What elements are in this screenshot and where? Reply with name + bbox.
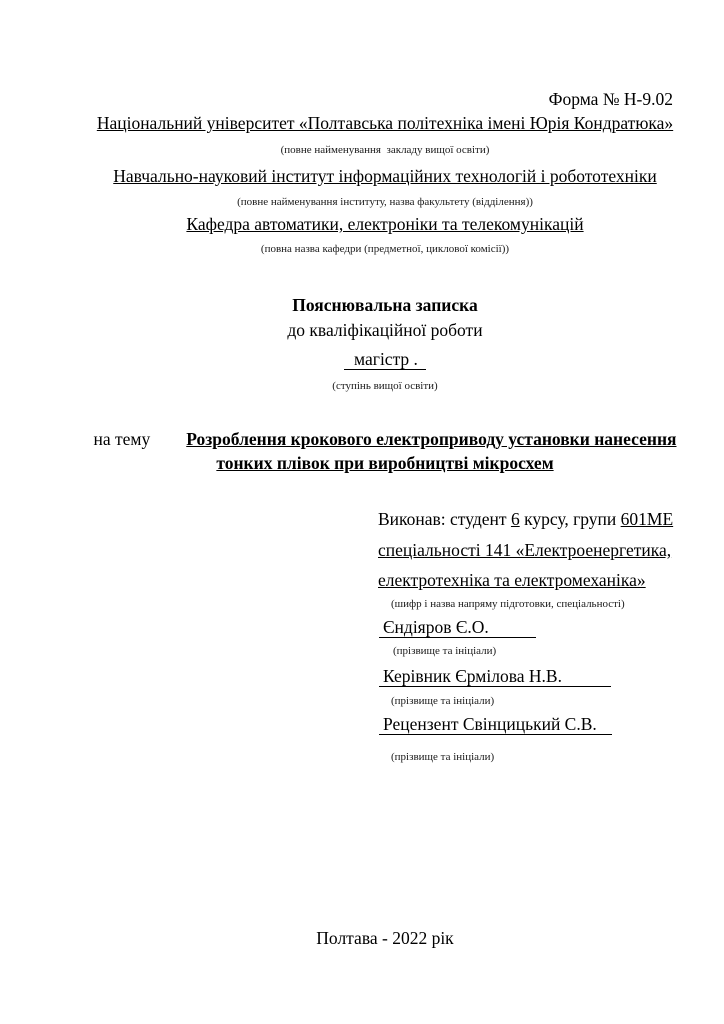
executor-mid: курсу, групи bbox=[519, 509, 621, 529]
city-year: Полтава - 2022 рік bbox=[316, 928, 454, 948]
institute-name: Навчально-науковий інститут інформаційних технологій і робототехніки bbox=[113, 166, 657, 186]
executor-prefix: Виконав: студент bbox=[378, 509, 511, 529]
institute-caption: (повне найменування інституту, назва факультету (відділення)) bbox=[237, 196, 533, 208]
supervisor-caption: (прізвище та ініціали) bbox=[391, 695, 495, 707]
reviewer-name: Рецензент Свінцицький С.В. bbox=[379, 714, 612, 735]
form-number: Форма № Н-9.02 bbox=[548, 89, 673, 109]
student-name: Єндіяров Є.О. bbox=[379, 617, 536, 638]
department-caption: (повна назва кафедри (предметної, циклової комісії)) bbox=[260, 243, 510, 255]
specialty-line-2: електротехніка та електромеханіка» bbox=[378, 570, 646, 590]
theme-label: на тему bbox=[93, 429, 151, 449]
degree-line bbox=[85, 349, 685, 370]
university-name: Національний університет «Полтавська політехніка імені Юрія Кондратюка» bbox=[96, 113, 674, 133]
student-name-line bbox=[379, 617, 536, 638]
student-caption: (прізвище та ініціали) bbox=[393, 645, 497, 657]
department-name: Кафедра автоматики, електроніки та телекомунікацій bbox=[186, 214, 584, 234]
theme-paragraph bbox=[85, 428, 685, 475]
supervisor-name-line bbox=[379, 666, 611, 687]
executor-line bbox=[378, 509, 673, 529]
theme-title-line1: Розроблення крокового електроприводу установки нанесення bbox=[186, 429, 677, 449]
degree-caption: (ступінь вищої освіти) bbox=[332, 380, 438, 392]
reviewer-name-line bbox=[379, 714, 612, 735]
university-caption: (повне найменування закладу вищої освіти) bbox=[280, 144, 490, 156]
document-title: Пояснювальна записка bbox=[292, 295, 478, 315]
course-number: 6 bbox=[510, 509, 520, 529]
specialty-caption: (шифр і назва напряму підготовки, спеціальності) bbox=[391, 598, 625, 610]
reviewer-caption: (прізвище та ініціали) bbox=[391, 751, 495, 763]
supervisor-name: Керівник Єрмілова Н.В. bbox=[379, 666, 611, 687]
degree-value: магістр . bbox=[344, 349, 426, 370]
specialty-line-1: спеціальності 141 «Електроенергетика, bbox=[378, 540, 672, 560]
theme-title-line2: тонких плівок при виробництві мікросхем bbox=[216, 452, 554, 473]
group-number: 601МЕ bbox=[620, 509, 674, 529]
document-subtitle: до кваліфікаційної роботи bbox=[287, 320, 483, 340]
